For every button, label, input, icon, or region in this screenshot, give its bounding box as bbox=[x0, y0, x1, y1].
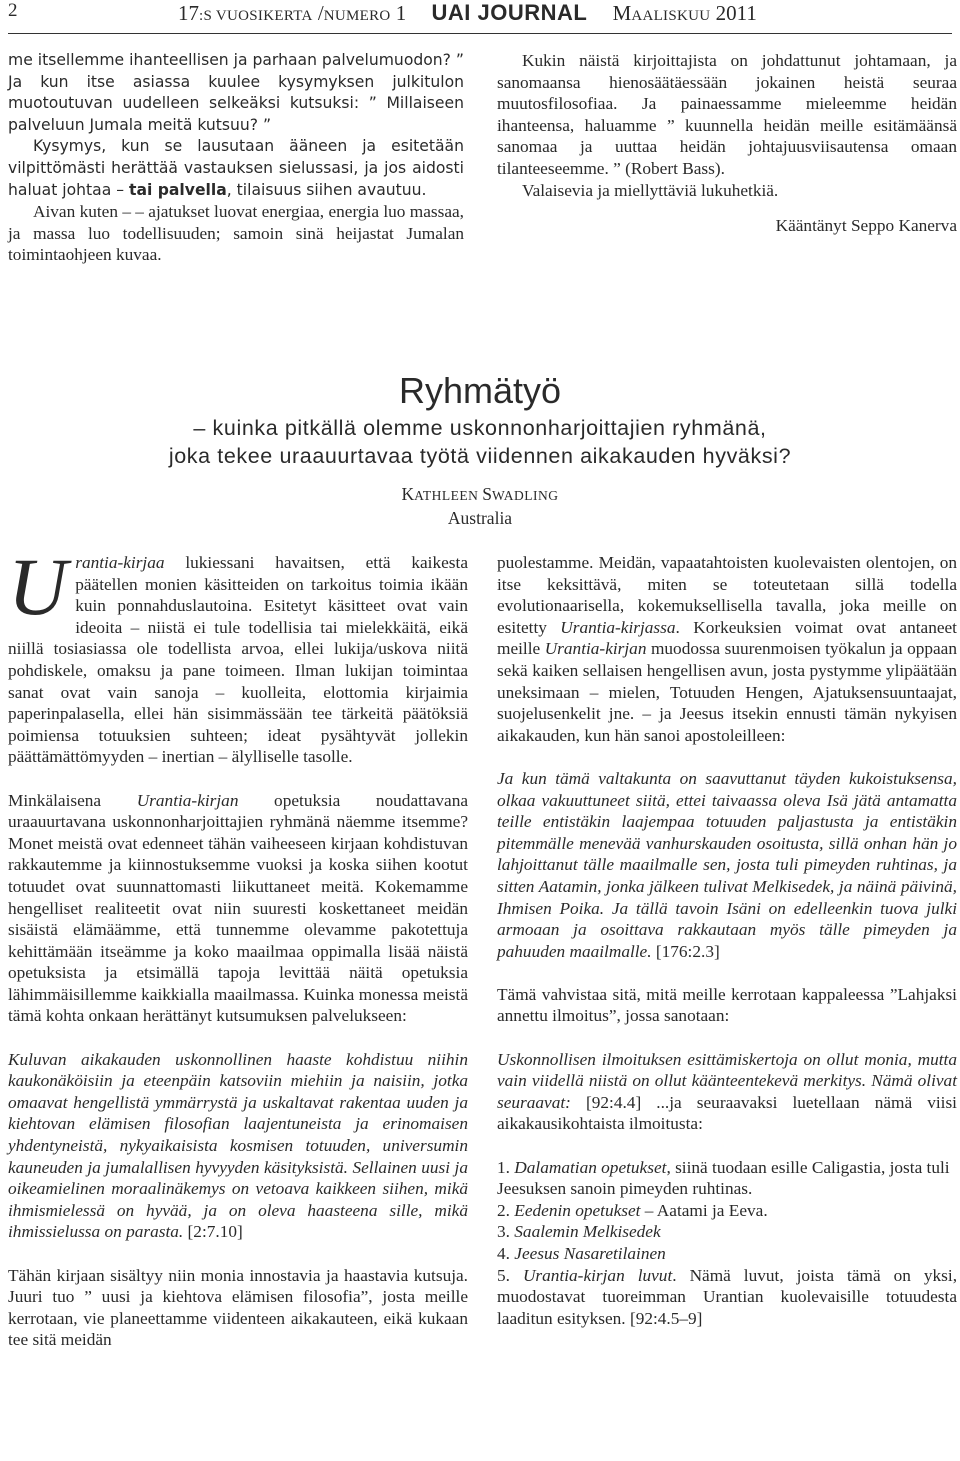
author-country: Australia bbox=[447, 508, 513, 528]
author-name: KATHLEEN SWADLING bbox=[401, 484, 559, 504]
right-top-column bbox=[497, 50, 957, 237]
list-item: 1. Dalamatian opetukset, siinä tuodaan esille Caligastia, josta tuli Jeesuksen sanoin pimeyden ruhtinas. bbox=[497, 1157, 950, 1199]
article-subtitle: – kuinka pitkällä olemme uskonnonharjoittajien ryhmänä, joka tekee uraauurtavaa työtä viidennen aikakauden hyväksi? bbox=[168, 416, 792, 468]
paragraph: Urantia-kirjaa lukiessani havaitsen, että kaikesta päätellen monien käsitteiden on tarkoitus toimia ikään kuin ponnahduslautoina. Esitetyt käsitteet ovat vain ideoita – niistä ei tule todellisia tai mielekkäitä, eikä niillä tosiasiassa ole todellista arvoa, ellei lukija/uskova niitä pohdiskele, omaksu ja pane toimeen. Ilman lukijan toimintaa sanat ovat vain sanoja – kuolleita, elottomia kirjaimia paperinpalasella, ellei hän sisimmässään tee tärkeitä päätöksiä poimiensa totuuksien suhteen; ideat pysähtyvät jollekin päättämättömyyden – inertian – älylliselle tasolle. bbox=[8, 541, 468, 767]
paragraph: me itsellemme ihanteellisen ja parhaan palvelumuodon? ” Ja kun itse asiassa kuulee kysymyksen julkitulon muotoutuvan uudelleen selkeäksi kutsuksi: ” Millaiseen palveluun Jumala meitä kutsuu? ” bbox=[8, 51, 464, 134]
paragraph: Minkälaisena Urantia-kirjan opetuksia noudattavana uraauurtavana uskonnonharjoittajien ryhmänä näemme itsemme? Monet meistä ovat edenneet tähän vaiheeseen kirjaan kohdistuvan rakkautemme ja kiinnostuksemme vuoksi ja koska siihen kootut totuudet ovat suunnattomasti liikuttaneet meitä. Kokemamme hengelliset realiteetit ovat niin suuresti koskettaneet meidän sisäistä elämäämme, että tunnemme olevamme pakotettuja kehittämään itseämme ja koko maailmaa oppimalla lisää näistä opetuksista ja etsimällä tapoja levittää näitä opetuksia lähimmäisillemme kaikkialla maailmassa. Kuinka monessa meistä tämä kohta onkaan herättänyt kutsumuksen palvelukseen: bbox=[8, 790, 469, 1026]
list-item: 2. Eedenin opetukset – Aatami ja Eeva. bbox=[497, 1200, 768, 1220]
paragraph: Valaisevia ja miellyttäviä lukuhetkiä. bbox=[522, 180, 779, 200]
paragraph: Tähän kirjaan sisältyy niin monia innostavia ja haastavia kutsuja. Juuri tuo ” uusi ja kiehtova elämisen filosofia”, josta meille kerrotaan, vie planeettamme viidenteen aikakauteen, eikä kukaan tee sitä meidän bbox=[8, 1265, 468, 1350]
author-byline bbox=[0, 483, 960, 530]
list-item: 5. Urantia-kirjan luvut. Nämä luvut, joista tämä on yksi, muodostavat tuoreimman Urantian kuolevaisille totuudesta laaditun esityksen. [92:4.5–9] bbox=[497, 1265, 958, 1328]
revelation-list bbox=[497, 1157, 957, 1330]
journal-title: UAI JOURNAL bbox=[431, 0, 588, 25]
list-item: 3. Saalemin Melkisedek bbox=[497, 1222, 661, 1242]
translator-credit: Kääntänyt Seppo Kanerva bbox=[775, 216, 957, 236]
block-quote: Uskonnollisen ilmoituksen esittämiskertoja on ollut monia, mutta vain viidellä niistä on ollut käänteentekevä merkitys. Nämä olivat seuraavat: [92:4.4] ...ja seuraavaksi luetellaan nämä viisi aikakausikohtaista ilmoitusta: bbox=[497, 1049, 957, 1134]
block-quote: Ja kun tämä valtakunta on saavuttanut täyden kukoistuksensa, olkaa vakuuttuneet siitä, ettei taivaassa oleva Isä jätä antamatta teille entistäkin laajempaa totuuden paljastusta ja entistäkin pitemmälle menevää vanhurskauden osoitusta, sillä onhan hän jo lahjoittanut tälle maailmalle sen, josta tuli pimeyden ruhtinas, ja sitten Aatamin, jonka jälkeen tulivat Melkisedek, ja näinä päivinä, Ihmisen Poika. Ja tällä tavoin Isäni on edelleenkin tuova julki armoaan ja osoittava rakkautaan myös tälle pimeyden ja pahuuden maailmalle. [176:2.3] bbox=[497, 768, 957, 961]
list-item: 4. Jeesus Nasaretilainen bbox=[497, 1244, 666, 1263]
left-main-column bbox=[8, 541, 469, 1351]
page-header bbox=[8, 0, 952, 40]
article-title: Ryhmätyö bbox=[398, 370, 562, 411]
paragraph: Kysymys, kun se lausutaan ääneen ja esitetään vilpittömästi herättää vastauksen sielussasi, ja jos aidosti haluat johtaa – tai palvella, tilaisuus siihen avautuu. bbox=[8, 137, 464, 199]
right-main-column bbox=[497, 552, 957, 1329]
issue-info: 17:S VUOSIKERTA /NUMERO 1 UAI JOURNAL MAALISKUU 2011 bbox=[178, 0, 757, 25]
paragraph: Kukin näistä kirjoittajista on johdattunut johtamaan, ja sanomaansa hienosäätäessään jokainen heistä seuraa muutosfilosofiaa. Ja painaessamme mieleemme heidän ihanteensa, haluamme ” kuunnella heidän meille esitämäänsä sanomaa ja uuttaa heidän johtajuusviisautensa omaan tilanteeseemme. ” (Robert Bass). bbox=[497, 51, 957, 178]
paragraph: Aivan kuten – – ajatukset luovat energiaa, energia luo massaa, ja massa luo todellisuuden; samoin sinä heijastat Jumalan toimintaohjeen kuvaa. bbox=[8, 202, 464, 265]
drop-cap: U bbox=[8, 541, 68, 632]
page-number: 2 bbox=[8, 0, 18, 21]
left-top-column bbox=[8, 50, 464, 266]
paragraph: Tämä vahvistaa sitä, mitä meille kerrotaan kappaleessa ”Lahjaksi annettu ilmoitus”, jossa sanotaan: bbox=[497, 984, 957, 1026]
header-rule bbox=[8, 33, 952, 34]
paragraph: puolestamme. Meidän, vapaatahtoisten kuolevaisten olentojen, on itse keksittävä, miten se toteutetaan sillä todella evolutionaarisella, kokemuksellisella tavalla, joka meille on esitetty Urantia-kirjassa. Korkeuksien voimat ovat antaneet meille Urantia-kirjan muodossa suurenmoisen työkalun ja oppaan sekä kaiken sellaisen hengellisen avun, josta pystymme ylipäätään uneksimaan – mielen, Totuuden Hengen, Ajatuksensuuntaajat, suojelusenkelit jne. – ja Jeesus itsekin ennusti tämän nykyisen aikakauden, kun hän sanoi apostoleilleen: bbox=[497, 553, 957, 745]
block-quote: Kuluvan aikakauden uskonnollinen haaste kohdistuu niihin kaukonäköisiin ja eteenpäin katsoviin miehiin ja naisiin, jotka omaavat hengellistä ymmärrystä ja uskaltavat rakentaa uuden ja kiehtovan elämisen filosofian laajentuneista ja erinomaisen yhdentyneistä, nykyaikaisista kosmisen totuuden, universumin kauneuden ja jumalallisen hyvyyden käsityksistä. Sellainen uusi ja oikeamielinen moraalinäkemys on vetoava kaikkeen siihen, mikä ihmismielessä on hyvää, ja on oleva haasteena sille, mikä ihmissielussa on parasta. [2:7.10] bbox=[8, 1049, 468, 1242]
